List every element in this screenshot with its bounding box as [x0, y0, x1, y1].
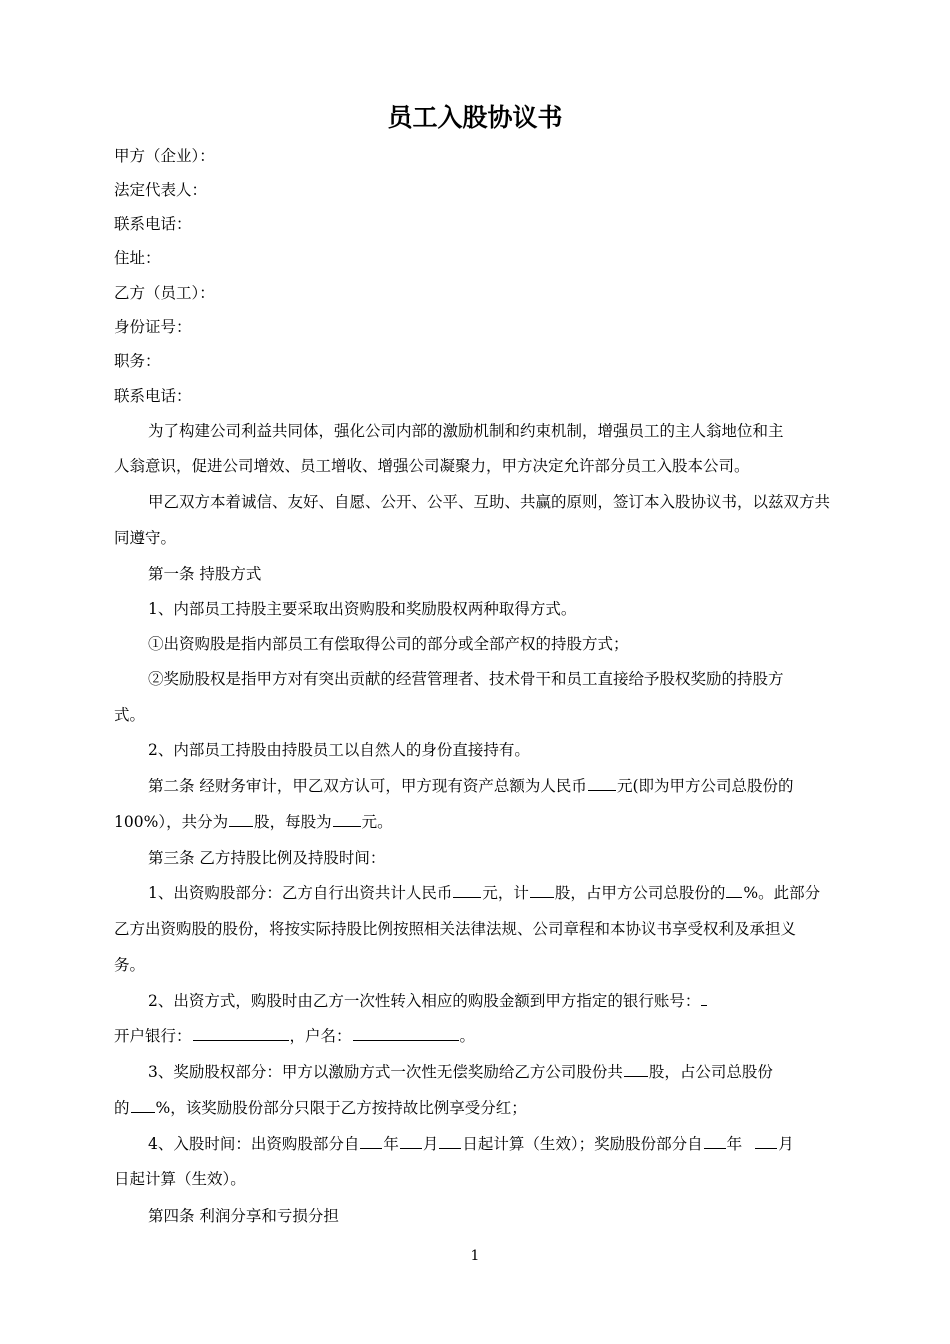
document-title: 员工入股协议书 — [387, 103, 563, 132]
intro-paragraph-2-cont: 同遵守。 — [114, 529, 177, 547]
article-1-item-1b: ②奖励股权是指甲方对有突出贡献的经营管理者、技术骨干和员工直接给予股权奖励的持股方 — [148, 670, 784, 688]
reward-shares-blank — [624, 1061, 648, 1077]
account-name-blank — [353, 1025, 459, 1041]
party-a-address: 住址： — [114, 249, 161, 267]
article-1-item-1b-cont: 式。 — [114, 706, 146, 724]
page-number: 1 — [470, 1248, 480, 1264]
article-3-item-3 — [148, 1061, 840, 1083]
article-3-item-1-end: 务。 — [114, 956, 146, 974]
article-3-text-1c: 股，占甲方公司总股份的 — [554, 884, 726, 902]
article-3-item-4-cont: 日起计算（生效）。 — [114, 1170, 246, 1188]
party-b-phone: 联系电话： — [114, 387, 192, 405]
article-3-text-3b: 股，占公司总股份 — [648, 1063, 773, 1081]
intro-paragraph-1: 为了构建公司利益共同体，强化公司内部的激励机制和约束机制，增强员工的主人翁地位和主 — [148, 422, 784, 440]
article-2-line-2 — [114, 811, 840, 833]
article-4-title: 第四条 利润分享和亏损分担 — [148, 1207, 339, 1225]
article-3-item-3-cont — [114, 1097, 840, 1119]
purchase-day-blank — [439, 1133, 461, 1149]
purchased-percent-blank — [726, 882, 742, 898]
bank-account-blank — [701, 990, 707, 1006]
share-price-blank — [333, 811, 361, 827]
article-3-title: 第三条 乙方持股比例及持股时间： — [148, 849, 386, 867]
bank-label: 开户银行： — [114, 1027, 192, 1045]
party-a-phone: 联系电话： — [114, 215, 192, 233]
article-1-title: 第一条 持股方式 — [148, 565, 262, 583]
article-2-text-b: 元(即为甲方公司总股份的 — [616, 777, 794, 795]
article-3-text-1d: %。此部分 — [743, 884, 821, 902]
article-3-text-3c: 的 — [114, 1099, 130, 1117]
intro-paragraph-2: 甲乙双方本着诚信、友好、自愿、公开、公平、互助、共赢的原则，签订本入股协议书，以兹双方共 — [148, 493, 831, 511]
article-3-item-1-cont: 乙方出资购股的股份，将按实际持股比例按照相关法律法规、公司章程和本协议书享受权利及承担义 — [114, 920, 797, 938]
share-count-blank — [229, 811, 253, 827]
article-2-text-c: 100%），共分为 — [114, 813, 229, 831]
bank-name-blank — [193, 1025, 289, 1041]
asset-total-blank — [588, 775, 616, 791]
article-3-text-4d: 日起计算（生效）；奖励股份部分自 — [462, 1135, 703, 1153]
article-3-text-4c: 月 — [422, 1135, 439, 1153]
purchase-month-blank — [400, 1133, 422, 1149]
article-2-line-1 — [148, 775, 840, 797]
party-b-id: 身份证号： — [114, 318, 192, 336]
article-3-item-1 — [148, 882, 840, 904]
article-3-text-2: 2、出资方式，购股时由乙方一次性转入相应的购股金额到甲方指定的银行账号： — [148, 992, 701, 1010]
article-3-bank-line — [114, 1025, 840, 1047]
party-b-label: 乙方（员工）： — [114, 284, 215, 302]
article-3-text-4f: 月 — [778, 1135, 794, 1153]
article-3-item-2 — [148, 990, 840, 1012]
intro-paragraph-1-cont: 人翁意识，促进公司增效、员工增收、增强公司凝聚力，甲方决定允许部分员工入股本公司。 — [114, 457, 750, 475]
party-a-rep: 法定代表人： — [114, 181, 208, 199]
investment-amount-blank — [453, 882, 481, 898]
article-3-text-1a: 1、出资购股部分：乙方自行出资共计人民币 — [148, 884, 453, 902]
article-2-text-e: 元。 — [361, 813, 393, 831]
article-2-text-d: 股，每股为 — [254, 813, 332, 831]
party-a-label: 甲方（企业）： — [114, 147, 215, 165]
reward-month-blank — [755, 1133, 777, 1149]
article-1-item-2: 2、内部员工持股由持股员工以自然人的身份直接持有。 — [148, 741, 530, 759]
purchase-year-blank — [360, 1133, 382, 1149]
party-b-position: 职务： — [114, 352, 161, 370]
article-3-text-3a: 3、奖励股权部分：甲方以激励方式一次性无偿奖励给乙方公司股份共 — [148, 1063, 623, 1081]
article-3-text-4e: 年 — [726, 1135, 743, 1153]
purchased-shares-blank — [530, 882, 554, 898]
reward-year-blank — [704, 1133, 726, 1149]
article-3-text-4b: 年 — [383, 1135, 399, 1153]
article-3-text-4a: 4、入股时间：出资购股部分自 — [148, 1135, 360, 1153]
bank-line-end: 。 — [459, 1027, 476, 1045]
article-2-text-a: 第二条 经财务审计，甲乙双方认可，甲方现有资产总额为人民币 — [148, 777, 587, 795]
account-name-label: ，户名： — [289, 1027, 352, 1045]
article-3-text-1b: 元，计 — [482, 884, 529, 902]
article-3-item-4 — [148, 1133, 840, 1155]
article-1-item-1: 1、内部员工持股主要采取出资购股和奖励股权两种取得方式。 — [148, 600, 577, 618]
article-3-text-3d: %，该奖励股份部分只限于乙方按持故比例享受分红； — [155, 1099, 527, 1117]
article-1-item-1a: ①出资购股是指内部员工有偿取得公司的部分或全部产权的持股方式； — [148, 635, 629, 653]
reward-percent-blank — [131, 1097, 155, 1113]
